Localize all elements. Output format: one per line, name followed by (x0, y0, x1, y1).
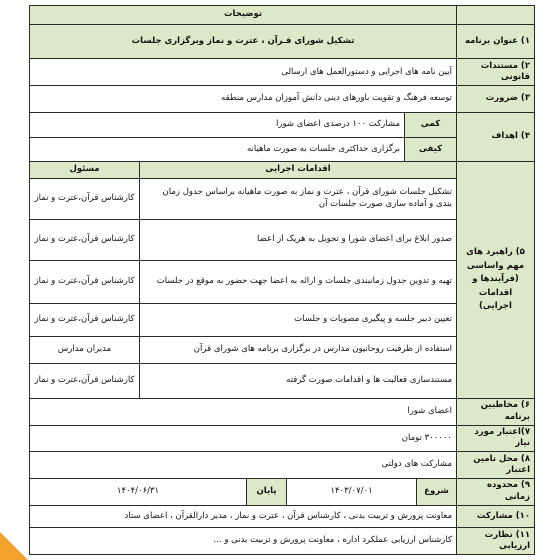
responsible-header: مسئول (30, 162, 140, 178)
timeframe-end-value: ۱۴۰۴/۰۶/۳۱ (116, 485, 160, 496)
program-title-label: ۱) عنوان برنامه (457, 24, 535, 59)
timeframe-start-label: شروع (416, 479, 456, 505)
participation-value: معاونت پرورش و تربیت بدنی ، کارشناس قرآن ، عترت و نماز ، مدیر دارالقرآن ، اعضای ستاد (30, 505, 457, 528)
goals-qualitative-value: برگزاری حداکثری جلسات به صورت ماهیانه (30, 137, 405, 162)
sheet-header-title: توضیحات (30, 6, 457, 25)
audience-label: ۶) مخاطبین برنامه (457, 398, 535, 425)
timeframe-cell (30, 478, 457, 505)
evaluation-value: کارشناس ارزیابی عملکرد اداره ، معاونت پرورش و تربیت بدنی و ... (30, 528, 457, 555)
legal-docs-value: آیین نامه های اجرایی و دستورالعمل های ارسالی (30, 59, 457, 86)
actions-header: اقدامات اجرایی (140, 162, 457, 178)
action-cell: تهیه و تدوین جدول زمانبندی جلسات و ارائه به اعضا جهت حضور به موقع در جلسات (140, 261, 457, 304)
goals-label: ۴) اهداف (457, 112, 535, 161)
credit-source-value: مشارکت های دولتی (30, 452, 457, 479)
responsible-cell: کارشناس قرآن،عترت و نماز (30, 219, 140, 260)
strategies-label: ۵) راهبرد های مهم واساسی (فرآیندها و اقدامات اجرایی) (457, 162, 535, 399)
corner-cell (457, 6, 535, 25)
responsible-cell: کارشناس قرآن،عترت و نماز (30, 363, 140, 398)
participation-label: ۱۰) مشارکت (457, 505, 535, 528)
corner-accent-shape (0, 532, 28, 560)
credit-value: ۳۰۰۰۰۰ تومان (30, 425, 457, 452)
action-cell: تشکیل جلسات شورای قرآن ، عترت و نماز به صورت ماهیانه براساس جدول زمان بندی و آماده سازی صورت جلسات آن (140, 178, 457, 219)
program-title-value: تشکیل شورای قـرآن ، عترت و نماز وبرگزاری جلسات (30, 24, 457, 59)
responsible-cell: کارشناس قرآن،عترت و نماز (30, 261, 140, 304)
responsible-cell: کارشناس قرآن،عترت و نماز (30, 178, 140, 219)
action-cell: مستندسازی فعالیت ها و اقدامات صورت گرفته (140, 363, 457, 398)
program-sheet-table (29, 5, 535, 555)
timeframe-end-label: پایان (246, 479, 286, 505)
goals-quantitative-label: کمی (405, 112, 457, 137)
timeframe-start-value: ۱۴۰۳/۰۷/۰۱ (286, 479, 416, 505)
action-cell: استفاده از ظرفیت روحانیون مدارس در برگزاری برنامه های شورای قرآن (140, 337, 457, 364)
necessity-value: توسعه فرهنگ و تقویت باورهای دینی دانش آموزان مدارس منطقه (30, 86, 457, 113)
audience-value: اعضای شورا (30, 398, 457, 425)
goals-quantitative-value: مشارکت ۱۰۰ درصدی اعضای شورا (30, 112, 405, 137)
necessity-label: ۳) ضرورت (457, 86, 535, 113)
goals-qualitative-label: کیفی (405, 137, 457, 162)
evaluation-label: ۱۱) نظارت ارزیابی (457, 528, 535, 555)
action-cell: صدور ابلاغ برای اعضای شورا و تحویل به هریک از اعضا (140, 219, 457, 260)
action-cell: تعیین دبیر جلسه و پیگیری مصوبات و جلسات (140, 304, 457, 337)
responsible-cell: مدیران مدارس (30, 337, 140, 364)
legal-docs-label: ۲) مستندات قانونی (457, 59, 535, 86)
credit-label: ۷)اعتبار مورد نیاز (457, 425, 535, 452)
timeframe-label: ۹) محدوده زمانی (457, 478, 535, 505)
responsible-cell: کارشناس قرآن،عترت و نماز (30, 304, 140, 337)
credit-source-label: ۸) محل تامین اعتبار (457, 452, 535, 479)
